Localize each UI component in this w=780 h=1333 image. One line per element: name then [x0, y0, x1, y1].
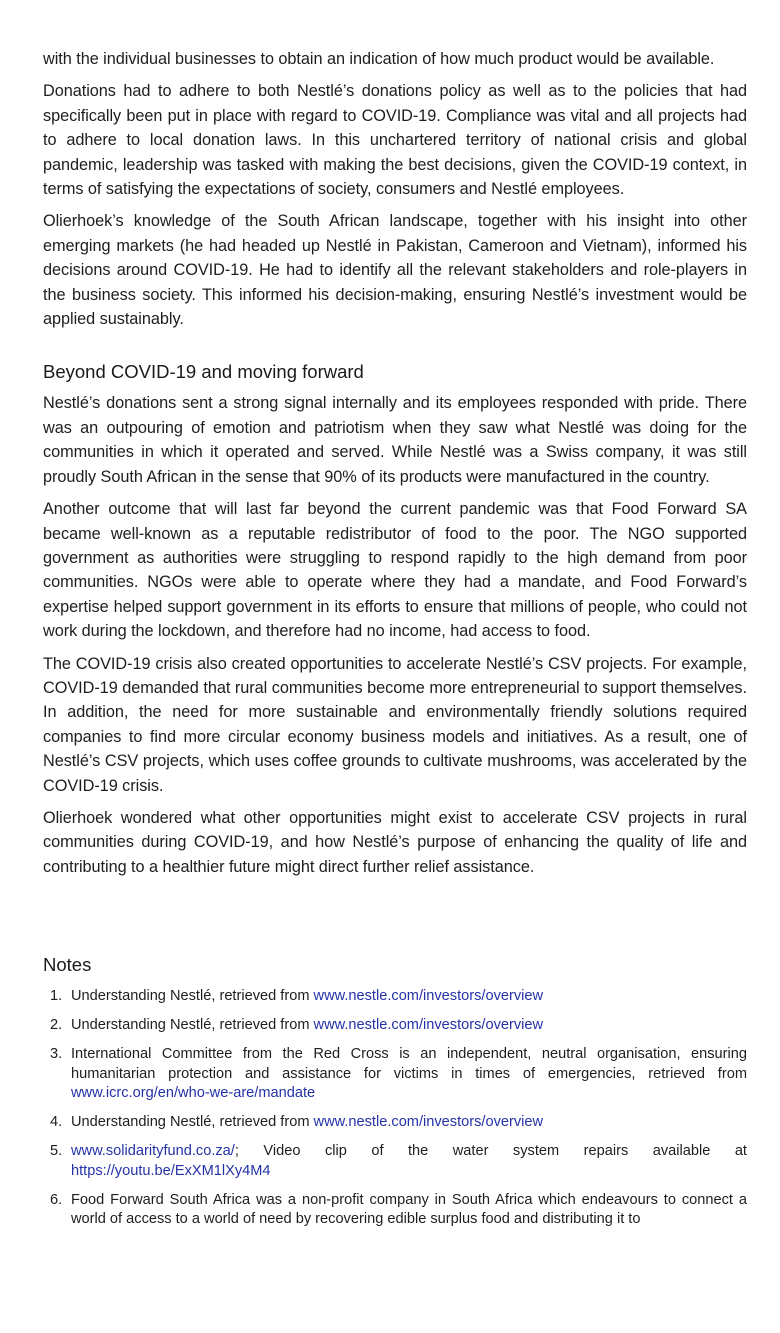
- note-text: International Committee from the Red Cross is an independent, neutral organisation, ensuring humanitarian protection and assistance for victims in times of emergencies, retrieved from: [71, 1046, 747, 1082]
- note-number: 6.: [50, 1191, 63, 1208]
- note-link[interactable]: www.icrc.org/en/who-we-are/mandate: [71, 1085, 316, 1102]
- note-item: [43, 1016, 747, 1036]
- note-item: [43, 987, 747, 1007]
- note-video-link[interactable]: https://youtu.be/ExXM1lXy4M4: [71, 1162, 271, 1179]
- note-text: Understanding Nestlé, retrieved from: [71, 988, 314, 1005]
- notes-list: [43, 987, 747, 1230]
- note-link[interactable]: www.nestle.com/investors/overview: [313, 1017, 544, 1034]
- note-item: [43, 1045, 747, 1104]
- note-link[interactable]: www.solidarityfund.co.za/: [71, 1143, 235, 1160]
- note-item: [43, 1191, 747, 1230]
- note-text: ; Video clip of the water system repairs available at: [234, 1143, 747, 1160]
- note-text: Understanding Nestlé, retrieved from: [71, 1114, 314, 1131]
- note-text: Food Forward South Africa was a non-profit company in South Africa which endeavours to connect a world of access to a world of need by recovering edible surplus food and distributing it to: [71, 1191, 747, 1228]
- body-paragraph: Nestlé’s donations sent a strong signal internally and its employees responded with pride. There was an outpouring of emotion and patriotism when they saw what Nestlé was doing for the communities in which it operated and served. While Nestlé was a Swiss company, it was still proudly South African in the sense that 90% of its products were manufactured in the country.: [43, 394, 747, 486]
- note-link[interactable]: www.nestle.com/investors/overview: [313, 988, 544, 1005]
- body-paragraph: Olierhoek wondered what other opportunities might exist to accelerate CSV projects in rural communities during COVID-19, and how Nestlé’s purpose of enhancing the quality of life and contributing to a healthier future might direct further relief assistance.: [43, 808, 747, 876]
- note-link[interactable]: www.nestle.com/investors/overview: [313, 1114, 544, 1131]
- note-number: 1.: [50, 988, 63, 1005]
- body-paragraph: Another outcome that will last far beyond the current pandemic was that Food Forward SA became well-known as a reputable redistributor of food to the poor. The NGO supported government as authorities were struggling to respond rapidly to the high demand from poor communities. NGOs were able to operate where they had a mandate, and Food Forward’s expertise helped support government in its efforts to ensure that millions of people, who could not work during the lockdown, and therefore had no income, had access to food.: [43, 500, 747, 641]
- body-paragraph: Donations had to adhere to both Nestlé’s donations policy as well as to the policies that had specifically been put in place with regard to COVID-19. Compliance was vital and all projects had to adhere to local donation laws. In this unchartered territory of national crisis and global pandemic, leadership was tasked with making the best decisions, given the COVID-19 context, in terms of satisfying the expectations of society, consumers and Nestlé employees.: [43, 82, 747, 199]
- body-paragraph: with the individual businesses to obtain an indication of how much product would be available.: [43, 50, 715, 68]
- note-number: 5.: [50, 1143, 63, 1160]
- note-item: [43, 1142, 747, 1181]
- document-page: [43, 47, 747, 1239]
- note-number: 3.: [50, 1046, 63, 1063]
- section-heading: Beyond COVID-19 and moving forward: [43, 361, 364, 383]
- body-paragraph: The COVID-19 crisis also created opportunities to accelerate Nestlé’s CSV projects. For example, COVID-19 demanded that rural communities become more entrepreneurial to support themselves. In addition, the need for more sustainable and environmentally friendly solutions required companies to find more circular economy business models and initiatives. As a result, one of Nestlé’s CSV projects, which uses coffee grounds to cultivate mushrooms, was accelerated by the COVID-19 crisis.: [43, 654, 747, 795]
- note-text: Understanding Nestlé, retrieved from: [71, 1017, 314, 1034]
- notes-heading: Notes: [43, 954, 92, 976]
- body-paragraph: Olierhoek’s knowledge of the South African landscape, together with his insight into other emerging markets (he had headed up Nestlé in Pakistan, Cameroon and Vietnam), informed his decisions around COVID-19. He had to identify all the relevant stakeholders and role-players in the business society. This informed his decision-making, ensuring Nestlé’s investment would be applied sustainably.: [43, 212, 747, 329]
- note-item: [43, 1113, 747, 1133]
- note-number: 2.: [50, 1017, 63, 1034]
- note-number: 4.: [50, 1114, 63, 1131]
